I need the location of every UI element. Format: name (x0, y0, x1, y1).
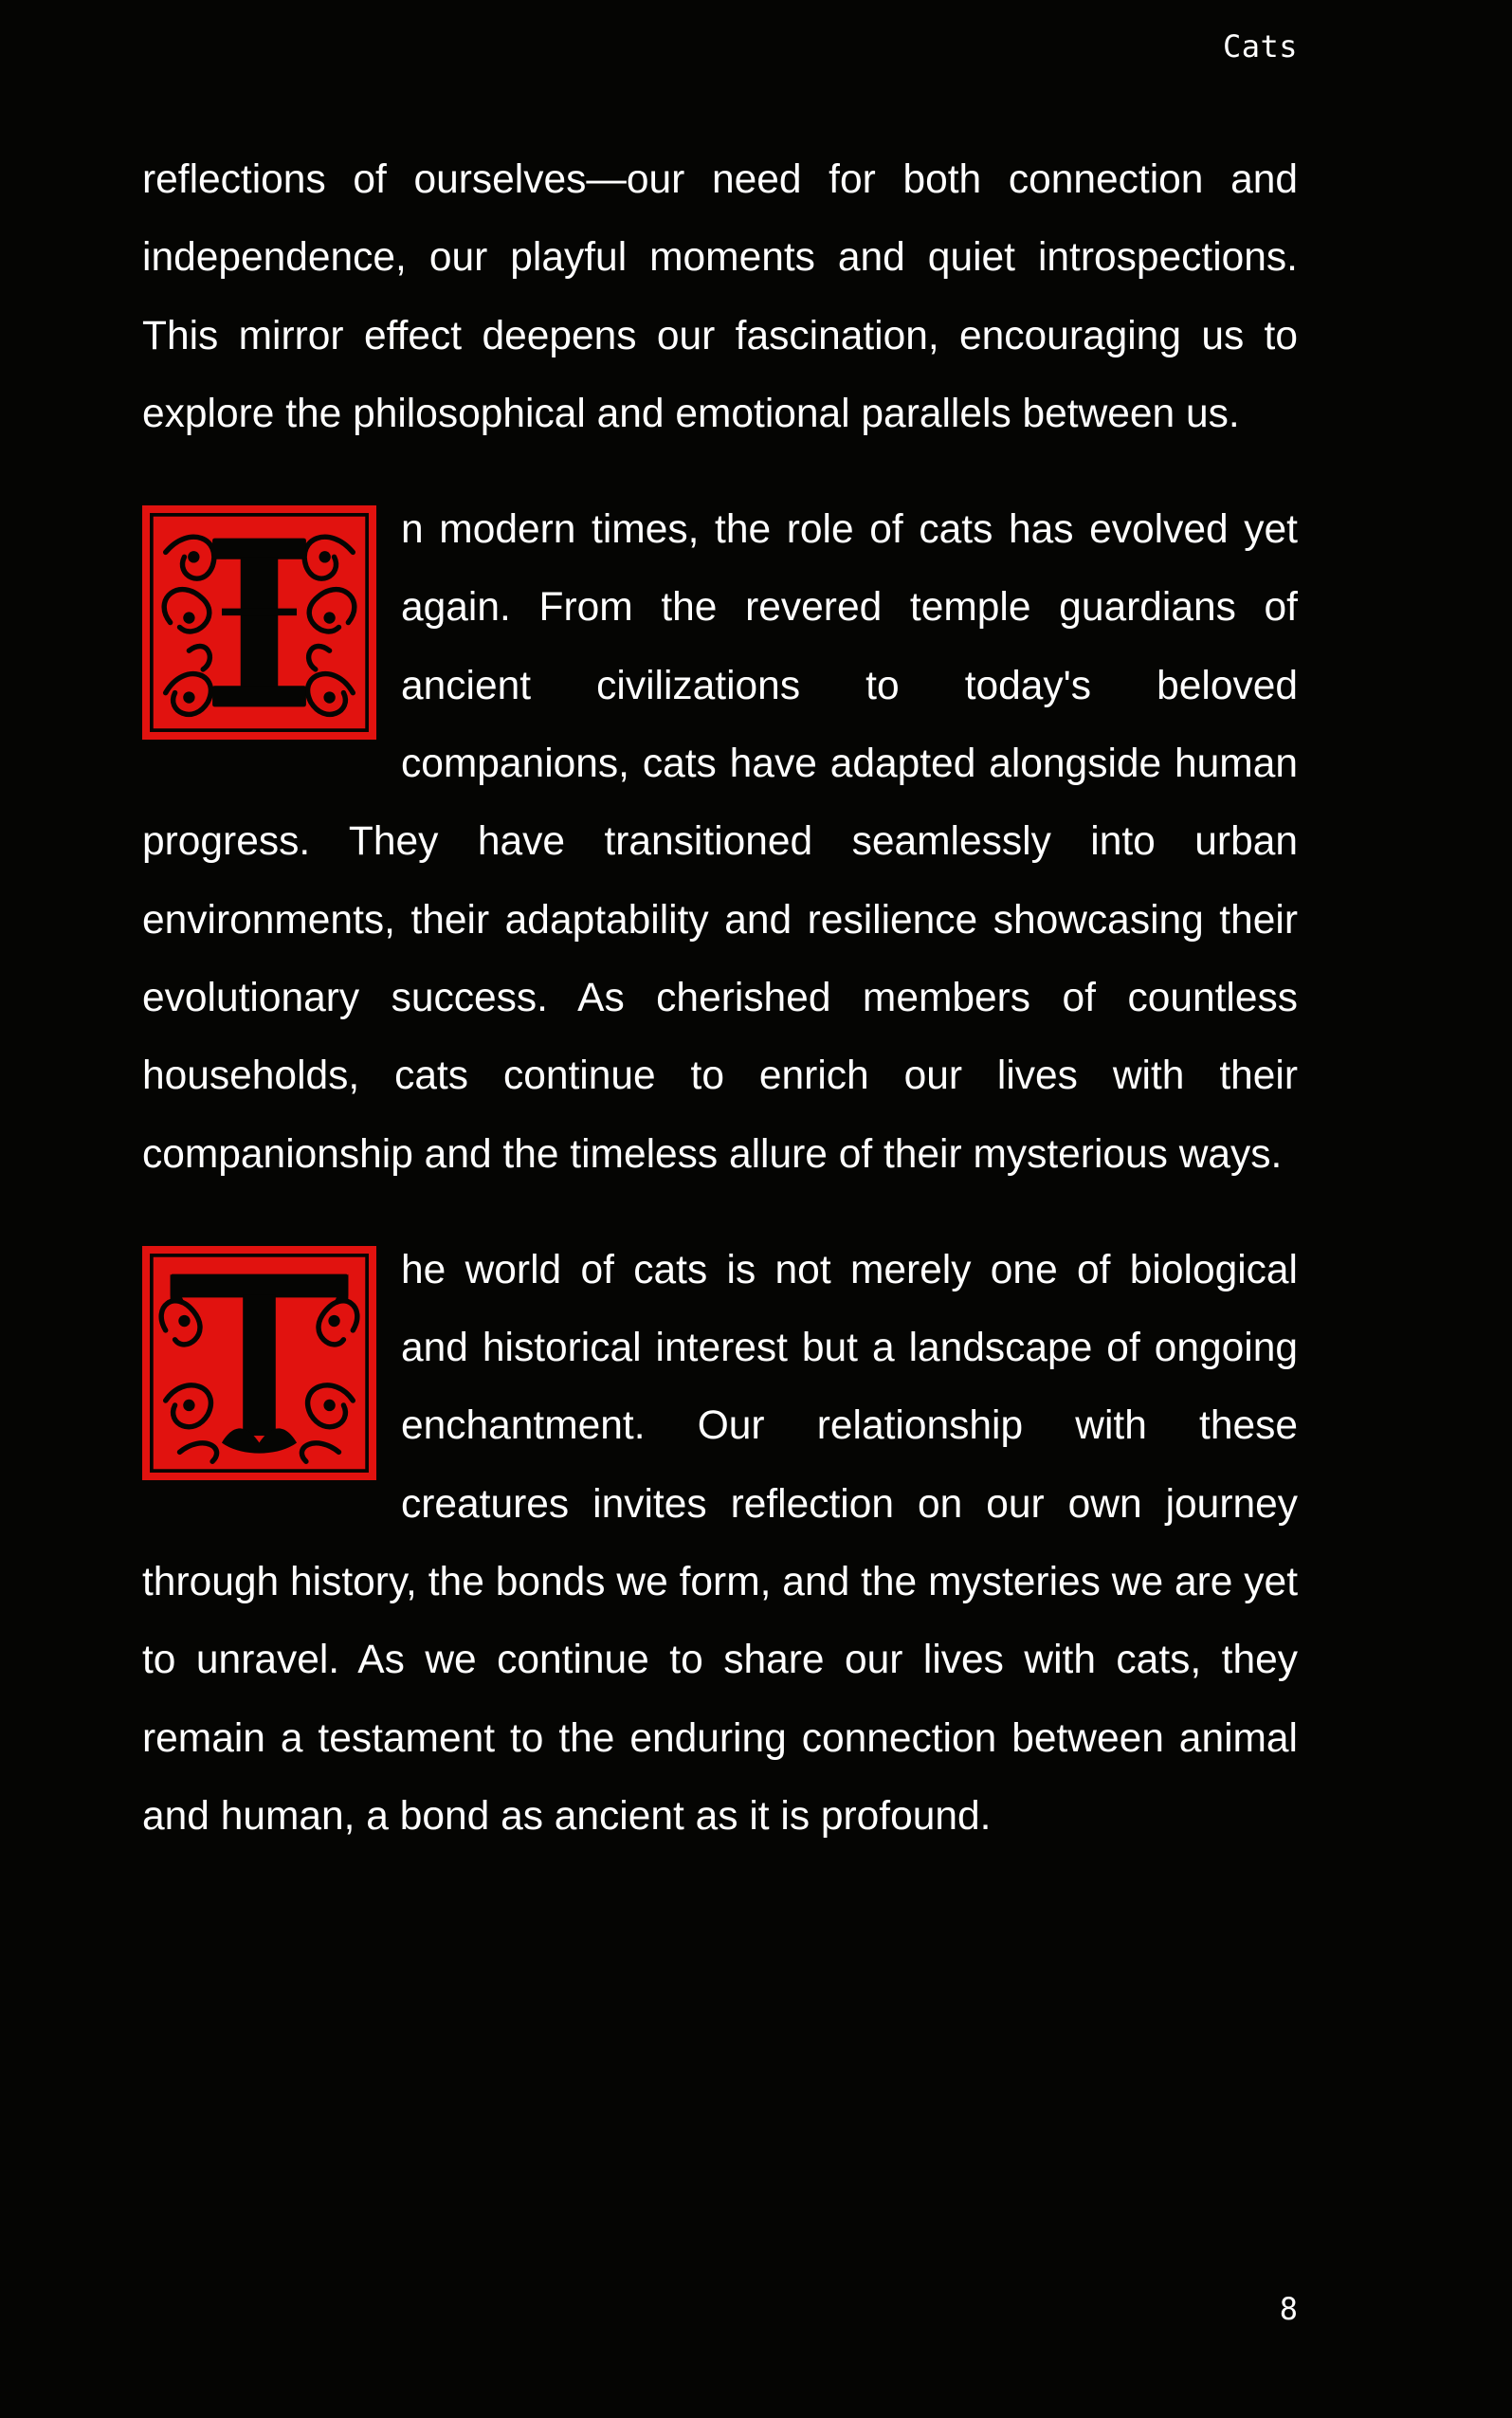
illuminated-initial-i (142, 505, 376, 740)
page-number: 8 (1279, 2291, 1298, 2327)
paragraph-3 (142, 1232, 1298, 1856)
paragraph-2-text: n modern times, the role of cats has evolved yet again. From the revered temple guardians of ancient civilizations to today's beloved companions, cats have adapted alongside human progress. They have transitioned seamlessly into urban environments, their adaptability and resilience showcasing their evolutionary success. As cherished members of countless households, cats continue to enrich our lives with their companionship and the timeless allure of their mysterious ways. (142, 507, 1298, 1177)
paragraph-1: reflections of ourselves—our need for both connection and independence, our playful moments and quiet introspections. This mirror effect deepens our fascination, encouraging us to explore the philosophical and emotional parallels between us. (142, 157, 1298, 436)
illuminated-initial-t (142, 1246, 376, 1480)
running-header: Cats (1222, 28, 1298, 64)
paragraph-3-text: he world of cats is not merely one of biological and historical interest but a landscape of ongoing enchantment. Our relationship with these creatures invites reflection on our own journey through history, the bonds we form, and the mysteries we are yet to unravel. As we continue to share our lives with cats, they remain a testament to the enduring connection between animal and human, a bond as ancient as it is profound. (142, 1247, 1298, 1839)
paragraph-2 (142, 491, 1298, 1194)
body-text (142, 141, 1298, 1894)
